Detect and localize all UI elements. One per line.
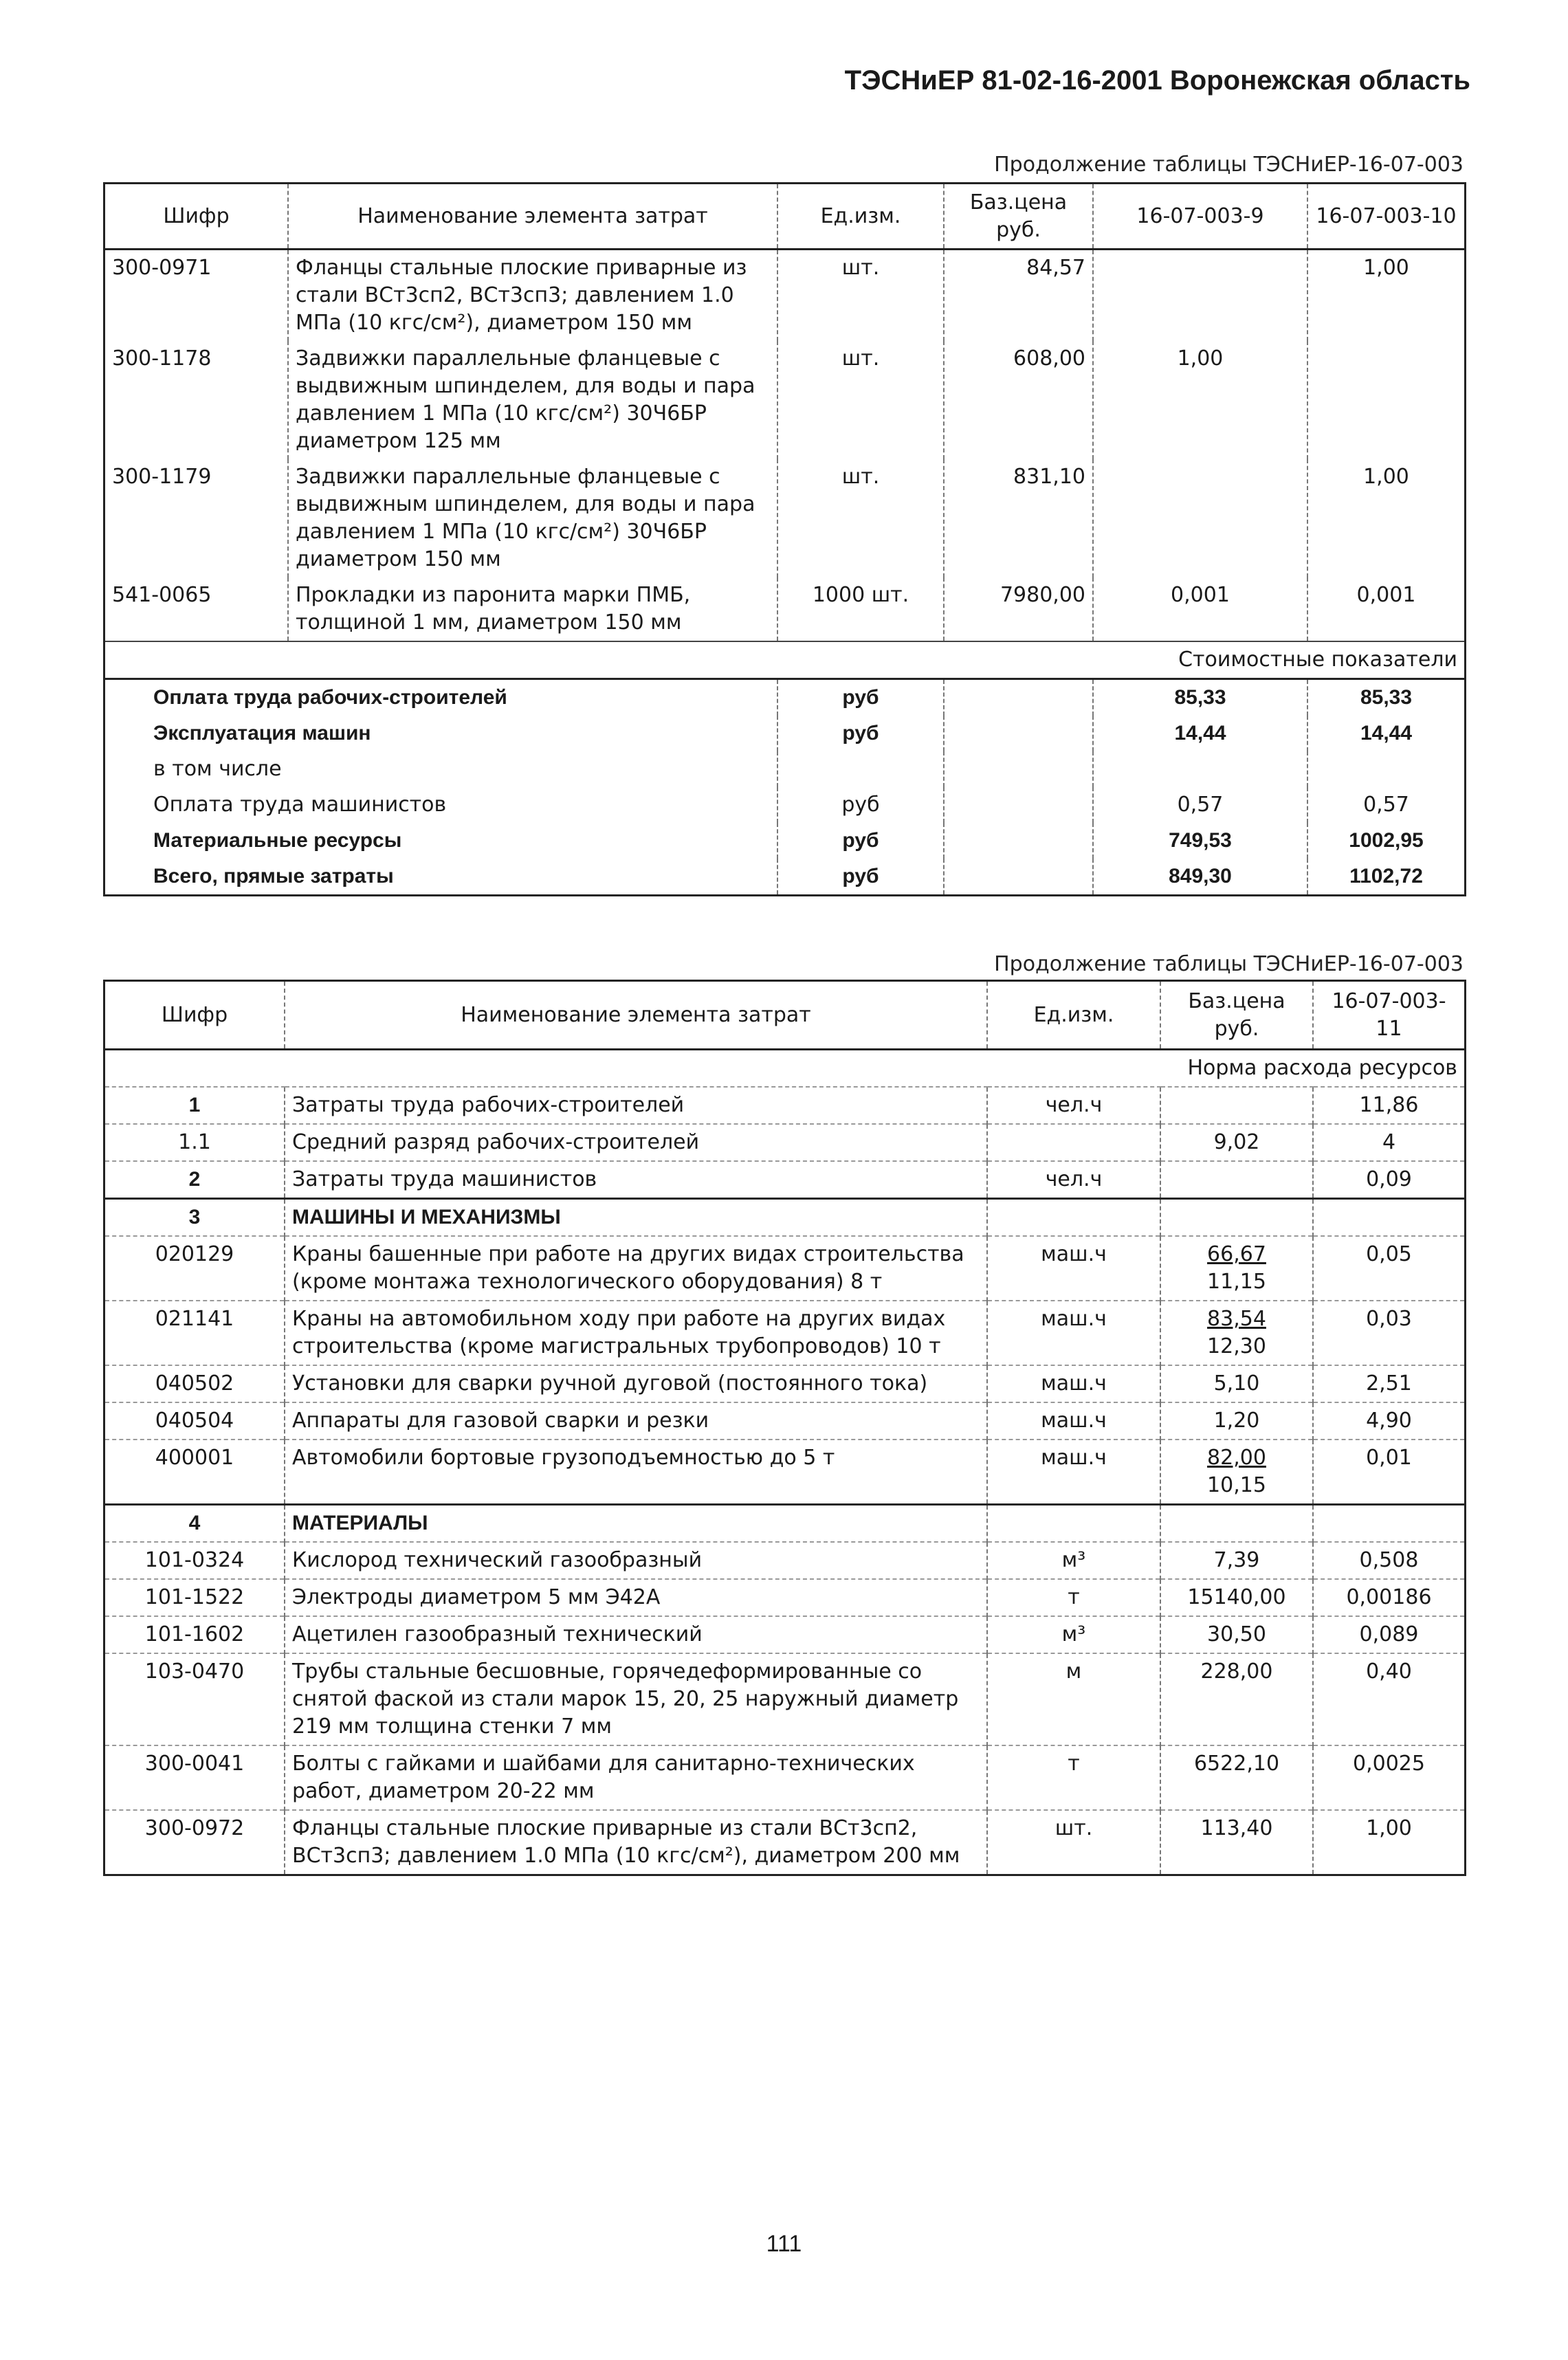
- cell-code: 1: [104, 1087, 285, 1124]
- col-code: Шифр: [104, 981, 285, 1050]
- cell-price: [1160, 1505, 1313, 1543]
- cost-value: 0,57: [1093, 787, 1307, 823]
- col-11: 16-07-003-11: [1313, 981, 1466, 1050]
- cell-code: 020129: [104, 1236, 285, 1301]
- cell-name: Краны башенные при работе на других видах строительства (кроме монтажа технологического оборудования) 8 т: [285, 1236, 987, 1301]
- cost-value: [1307, 751, 1466, 787]
- cell-price: [1160, 1365, 1313, 1402]
- cell-value: [1307, 341, 1466, 459]
- cost-row: [104, 716, 1466, 751]
- section-row: [104, 1505, 1466, 1543]
- price-value: 83,54: [1207, 1307, 1266, 1331]
- cell-value: 1,00: [1093, 341, 1307, 459]
- table-row: [104, 1440, 1466, 1505]
- table2: [103, 980, 1466, 1876]
- cell-code: 101-1602: [104, 1616, 285, 1653]
- cell-value: 1,00: [1307, 459, 1466, 577]
- price-value: 9,02: [1213, 1130, 1260, 1154]
- price-sub-value: 10,15: [1207, 1473, 1266, 1497]
- cell-unit: [987, 1199, 1160, 1237]
- cell-price: [1160, 1402, 1313, 1440]
- cell-name: Болты с гайками и шайбами для санитарно-технических работ, диаметром 20-22 мм: [285, 1745, 987, 1810]
- cell-code: 300-0971: [112, 256, 212, 280]
- cost-value: 14,44: [1307, 716, 1466, 751]
- price-sub-value: 11,15: [1207, 1270, 1266, 1294]
- cost-value: 85,33: [1307, 679, 1466, 716]
- cell-code: 040502: [104, 1365, 285, 1402]
- col-name: Наименование элемента затрат: [285, 981, 987, 1050]
- cell-price: [1160, 1745, 1313, 1810]
- cell-unit: шт.: [777, 250, 944, 342]
- cell-price: [1160, 1542, 1313, 1579]
- cell-value: 4,90: [1313, 1402, 1466, 1440]
- cell-price: [1160, 1301, 1313, 1365]
- cell-value: [1093, 250, 1307, 342]
- cost-unit: руб: [777, 716, 944, 751]
- cell-code: 300-1179: [112, 465, 212, 489]
- cost-label: Оплата труда машинистов: [153, 793, 447, 817]
- cell-price: [1160, 1087, 1313, 1124]
- cost-value: 849,30: [1093, 859, 1307, 896]
- cell-unit: шт.: [777, 341, 944, 459]
- cell-unit: чел.ч: [987, 1161, 1160, 1199]
- cell-empty: [944, 751, 1093, 787]
- col-name: Наименование элемента затрат: [288, 184, 777, 250]
- cell-value: 2,51: [1313, 1365, 1466, 1402]
- cell-price: [1160, 1653, 1313, 1745]
- cell-name: Электроды диаметром 5 мм Э42А: [285, 1579, 987, 1616]
- cost-row: [104, 859, 1466, 896]
- price-value: 30,50: [1207, 1622, 1266, 1646]
- cost-label: Оплата труда рабочих-строителей: [104, 679, 778, 716]
- table-row: [104, 1124, 1466, 1161]
- cell-price: [1160, 1124, 1313, 1161]
- cell-code: 021141: [104, 1301, 285, 1365]
- price-sub-value: 12,30: [1207, 1334, 1266, 1358]
- cost-row: [104, 679, 1466, 716]
- price-value: 1,20: [1213, 1409, 1260, 1433]
- price-value: 228,00: [1200, 1659, 1273, 1684]
- cell-value: [1093, 459, 1307, 577]
- cell-price: [1160, 1161, 1313, 1199]
- cell-name: Кислород технический газообразный: [285, 1542, 987, 1579]
- cell-value: 1,00: [1307, 250, 1466, 342]
- cell-code: 300-0041: [104, 1745, 285, 1810]
- cell-unit: [987, 1124, 1160, 1161]
- cell-price: [1160, 1236, 1313, 1301]
- cost-unit: руб: [777, 823, 944, 859]
- cell-empty: [944, 716, 1093, 751]
- cell-code: 300-0972: [104, 1810, 285, 1875]
- cell-price: [1160, 1810, 1313, 1875]
- cell-empty: [944, 787, 1093, 823]
- cell-name: Затраты труда рабочих-строителей: [285, 1087, 987, 1124]
- table-row: [104, 1365, 1466, 1402]
- cost-row: [104, 823, 1466, 859]
- cell-unit: шт.: [987, 1810, 1160, 1875]
- cell-value: 0,089: [1313, 1616, 1466, 1653]
- price-value: 82,00: [1207, 1446, 1266, 1470]
- price-value: 15140,00: [1187, 1585, 1286, 1609]
- cell-price: [1160, 1579, 1313, 1616]
- cell-value: 1,00: [1313, 1810, 1466, 1875]
- cell-value: 0,03: [1313, 1301, 1466, 1365]
- cost-value: 85,33: [1093, 679, 1307, 716]
- cell-name: Ацетилен газообразный технический: [285, 1616, 987, 1653]
- table-row: [104, 1653, 1466, 1745]
- table-row: [104, 341, 1466, 459]
- cell-name: Затраты труда машинистов: [285, 1161, 987, 1199]
- cell-unit: маш.ч: [987, 1236, 1160, 1301]
- cost-header: Стоимостные показатели: [104, 641, 1466, 679]
- cell-price: [1160, 1440, 1313, 1505]
- cell-value: 0,01: [1313, 1440, 1466, 1505]
- cell-price: 831,10: [944, 459, 1093, 577]
- cost-label: Всего, прямые затраты: [153, 865, 394, 887]
- cell-value: [1313, 1199, 1466, 1237]
- norm-header-row: [104, 1050, 1466, 1088]
- cost-label: Эксплуатация машин: [153, 722, 371, 745]
- cell-price: [1160, 1199, 1313, 1237]
- col-price: Баз.цена руб.: [1160, 981, 1313, 1050]
- cell-value: 4: [1313, 1124, 1466, 1161]
- cell-code: 4: [104, 1505, 285, 1543]
- cell-unit: [987, 1505, 1160, 1543]
- cost-row: [104, 751, 1466, 787]
- col-unit: Ед.изм.: [987, 981, 1160, 1050]
- col-10: 16-07-003-10: [1307, 184, 1466, 250]
- cost-unit: руб: [777, 859, 944, 896]
- cell-price: 84,57: [944, 250, 1093, 342]
- cost-label: в том числе: [153, 757, 282, 781]
- cell-name: Трубы стальные бесшовные, горячедеформированные со снятой фаской из стали марок 15, 20, 25 наружный диаметр 219 мм толщина стенки 7 мм: [285, 1653, 987, 1745]
- cell-code: 101-1522: [104, 1579, 285, 1616]
- col-price: Баз.цена руб.: [944, 184, 1093, 250]
- cost-value: 1102,72: [1307, 859, 1466, 896]
- cost-value: 0,57: [1307, 787, 1466, 823]
- table-row: [104, 1745, 1466, 1810]
- cell-unit: м³: [987, 1616, 1160, 1653]
- table1-caption: Продолжение таблицы ТЭСНиЕР-16-07-003: [994, 153, 1464, 177]
- cell-value: 0,09: [1313, 1161, 1466, 1199]
- cell-name: Установки для сварки ручной дуговой (постоянного тока): [285, 1365, 987, 1402]
- cell-unit: м³: [987, 1542, 1160, 1579]
- cost-value: [1093, 751, 1307, 787]
- cell-code: 541-0065: [112, 583, 212, 607]
- cell-name: Автомобили бортовые грузоподъемностью до 5 т: [285, 1440, 987, 1505]
- table-row: [104, 459, 1466, 577]
- col-code: Шифр: [104, 184, 289, 250]
- cell-unit: чел.ч: [987, 1087, 1160, 1124]
- table-row: [104, 1087, 1466, 1124]
- cost-value: 14,44: [1093, 716, 1307, 751]
- cell-price: [1160, 1616, 1313, 1653]
- table-row: [104, 577, 1466, 641]
- cost-value: 749,53: [1093, 823, 1307, 859]
- cell-name: Фланцы стальные плоские приварные из стали ВСт3сп2, ВСт3сп3; давлением 1.0 МПа (10 кгс/см²), диаметром 150 мм: [288, 250, 777, 342]
- cell-price: 608,00: [944, 341, 1093, 459]
- cell-code: 040504: [104, 1402, 285, 1440]
- table-row: [104, 1161, 1466, 1199]
- table-row: [104, 1810, 1466, 1875]
- table2-caption: Продолжение таблицы ТЭСНиЕР-16-07-003: [994, 952, 1464, 976]
- cell-name: Задвижки параллельные фланцевые с выдвижным шпинделем, для воды и пара давлением 1 МПа (10 кгс/см²) 30Ч6БР диаметром 150 мм: [288, 459, 777, 577]
- cell-value: 0,00186: [1313, 1579, 1466, 1616]
- table-row: [104, 1236, 1466, 1301]
- cell-unit: шт.: [777, 459, 944, 577]
- table-row: [104, 1301, 1466, 1365]
- table1: [103, 182, 1466, 896]
- cell-empty: [944, 679, 1093, 716]
- cell-name: МАТЕРИАЛЫ: [285, 1505, 987, 1543]
- price-value: 5,10: [1213, 1371, 1260, 1396]
- table-row: [104, 250, 1466, 342]
- cell-value: 0,001: [1307, 577, 1466, 641]
- cell-name: Краны на автомобильном ходу при работе на других видах строительства (кроме магистральных трубопроводов) 10 т: [285, 1301, 987, 1365]
- table-row: [104, 1579, 1466, 1616]
- cell-code: 1.1: [104, 1124, 285, 1161]
- cell-empty: [944, 823, 1093, 859]
- norm-header: Норма расхода ресурсов: [104, 1050, 1466, 1088]
- cell-empty: [944, 859, 1093, 896]
- cell-code: 2: [104, 1161, 285, 1199]
- cell-unit: маш.ч: [987, 1402, 1160, 1440]
- cell-name: Средний разряд рабочих-строителей: [285, 1124, 987, 1161]
- price-value: 7,39: [1213, 1548, 1260, 1572]
- cell-name: МАШИНЫ И МЕХАНИЗМЫ: [285, 1199, 987, 1237]
- cost-unit: руб: [777, 679, 944, 716]
- cell-price: 7980,00: [944, 577, 1093, 641]
- cell-name: Задвижки параллельные фланцевые с выдвижным шпинделем, для воды и пара давлением 1 МПа (10 кгс/см²) 30Ч6БР диаметром 125 мм: [288, 341, 777, 459]
- cell-value: 0,05: [1313, 1236, 1466, 1301]
- page-number: 111: [766, 2231, 802, 2257]
- cell-code: 101-0324: [104, 1542, 285, 1579]
- price-value: 113,40: [1200, 1816, 1273, 1840]
- cell-unit: т: [987, 1745, 1160, 1810]
- cell-value: [1313, 1505, 1466, 1543]
- cost-row: [104, 787, 1466, 823]
- price-value: 66,67: [1207, 1242, 1266, 1266]
- cell-value: 0,001: [1093, 577, 1307, 641]
- document-header: ТЭСНиЕР 81-02-16-2001 Воронежская область: [844, 65, 1470, 96]
- cell-value: 0,40: [1313, 1653, 1466, 1745]
- cost-value: 1002,95: [1307, 823, 1466, 859]
- cell-unit: 1000 шт.: [777, 577, 944, 641]
- cost-label: Материальные ресурсы: [153, 829, 402, 852]
- cell-value: 11,86: [1313, 1087, 1466, 1124]
- cell-unit: т: [987, 1579, 1160, 1616]
- cell-unit: маш.ч: [987, 1301, 1160, 1365]
- cell-code: 300-1178: [112, 346, 212, 371]
- cost-unit: руб: [777, 787, 944, 823]
- cell-unit: маш.ч: [987, 1365, 1160, 1402]
- cell-code: 103-0470: [104, 1653, 285, 1745]
- cell-code: 3: [104, 1199, 285, 1237]
- section-row: [104, 1199, 1466, 1237]
- cell-unit: м: [987, 1653, 1160, 1745]
- cell-unit: маш.ч: [987, 1440, 1160, 1505]
- col-unit: Ед.изм.: [777, 184, 944, 250]
- cell-value: 0,0025: [1313, 1745, 1466, 1810]
- price-value: 6522,10: [1193, 1752, 1280, 1776]
- cell-name: Аппараты для газовой сварки и резки: [285, 1402, 987, 1440]
- table-row: [104, 1402, 1466, 1440]
- cell-code: 400001: [104, 1440, 285, 1505]
- cost-header-row: [104, 641, 1466, 679]
- cell-name: Прокладки из паронита марки ПМБ, толщиной 1 мм, диаметром 150 мм: [288, 577, 777, 641]
- table-row: [104, 1616, 1466, 1653]
- cell-name: Фланцы стальные плоские приварные из стали ВСт3сп2, ВСт3сп3; давлением 1.0 МПа (10 кгс/см²), диаметром 200 мм: [285, 1810, 987, 1875]
- table-row: [104, 1542, 1466, 1579]
- cell-value: 0,508: [1313, 1542, 1466, 1579]
- col-9: 16-07-003-9: [1093, 184, 1307, 250]
- cost-unit: [777, 751, 944, 787]
